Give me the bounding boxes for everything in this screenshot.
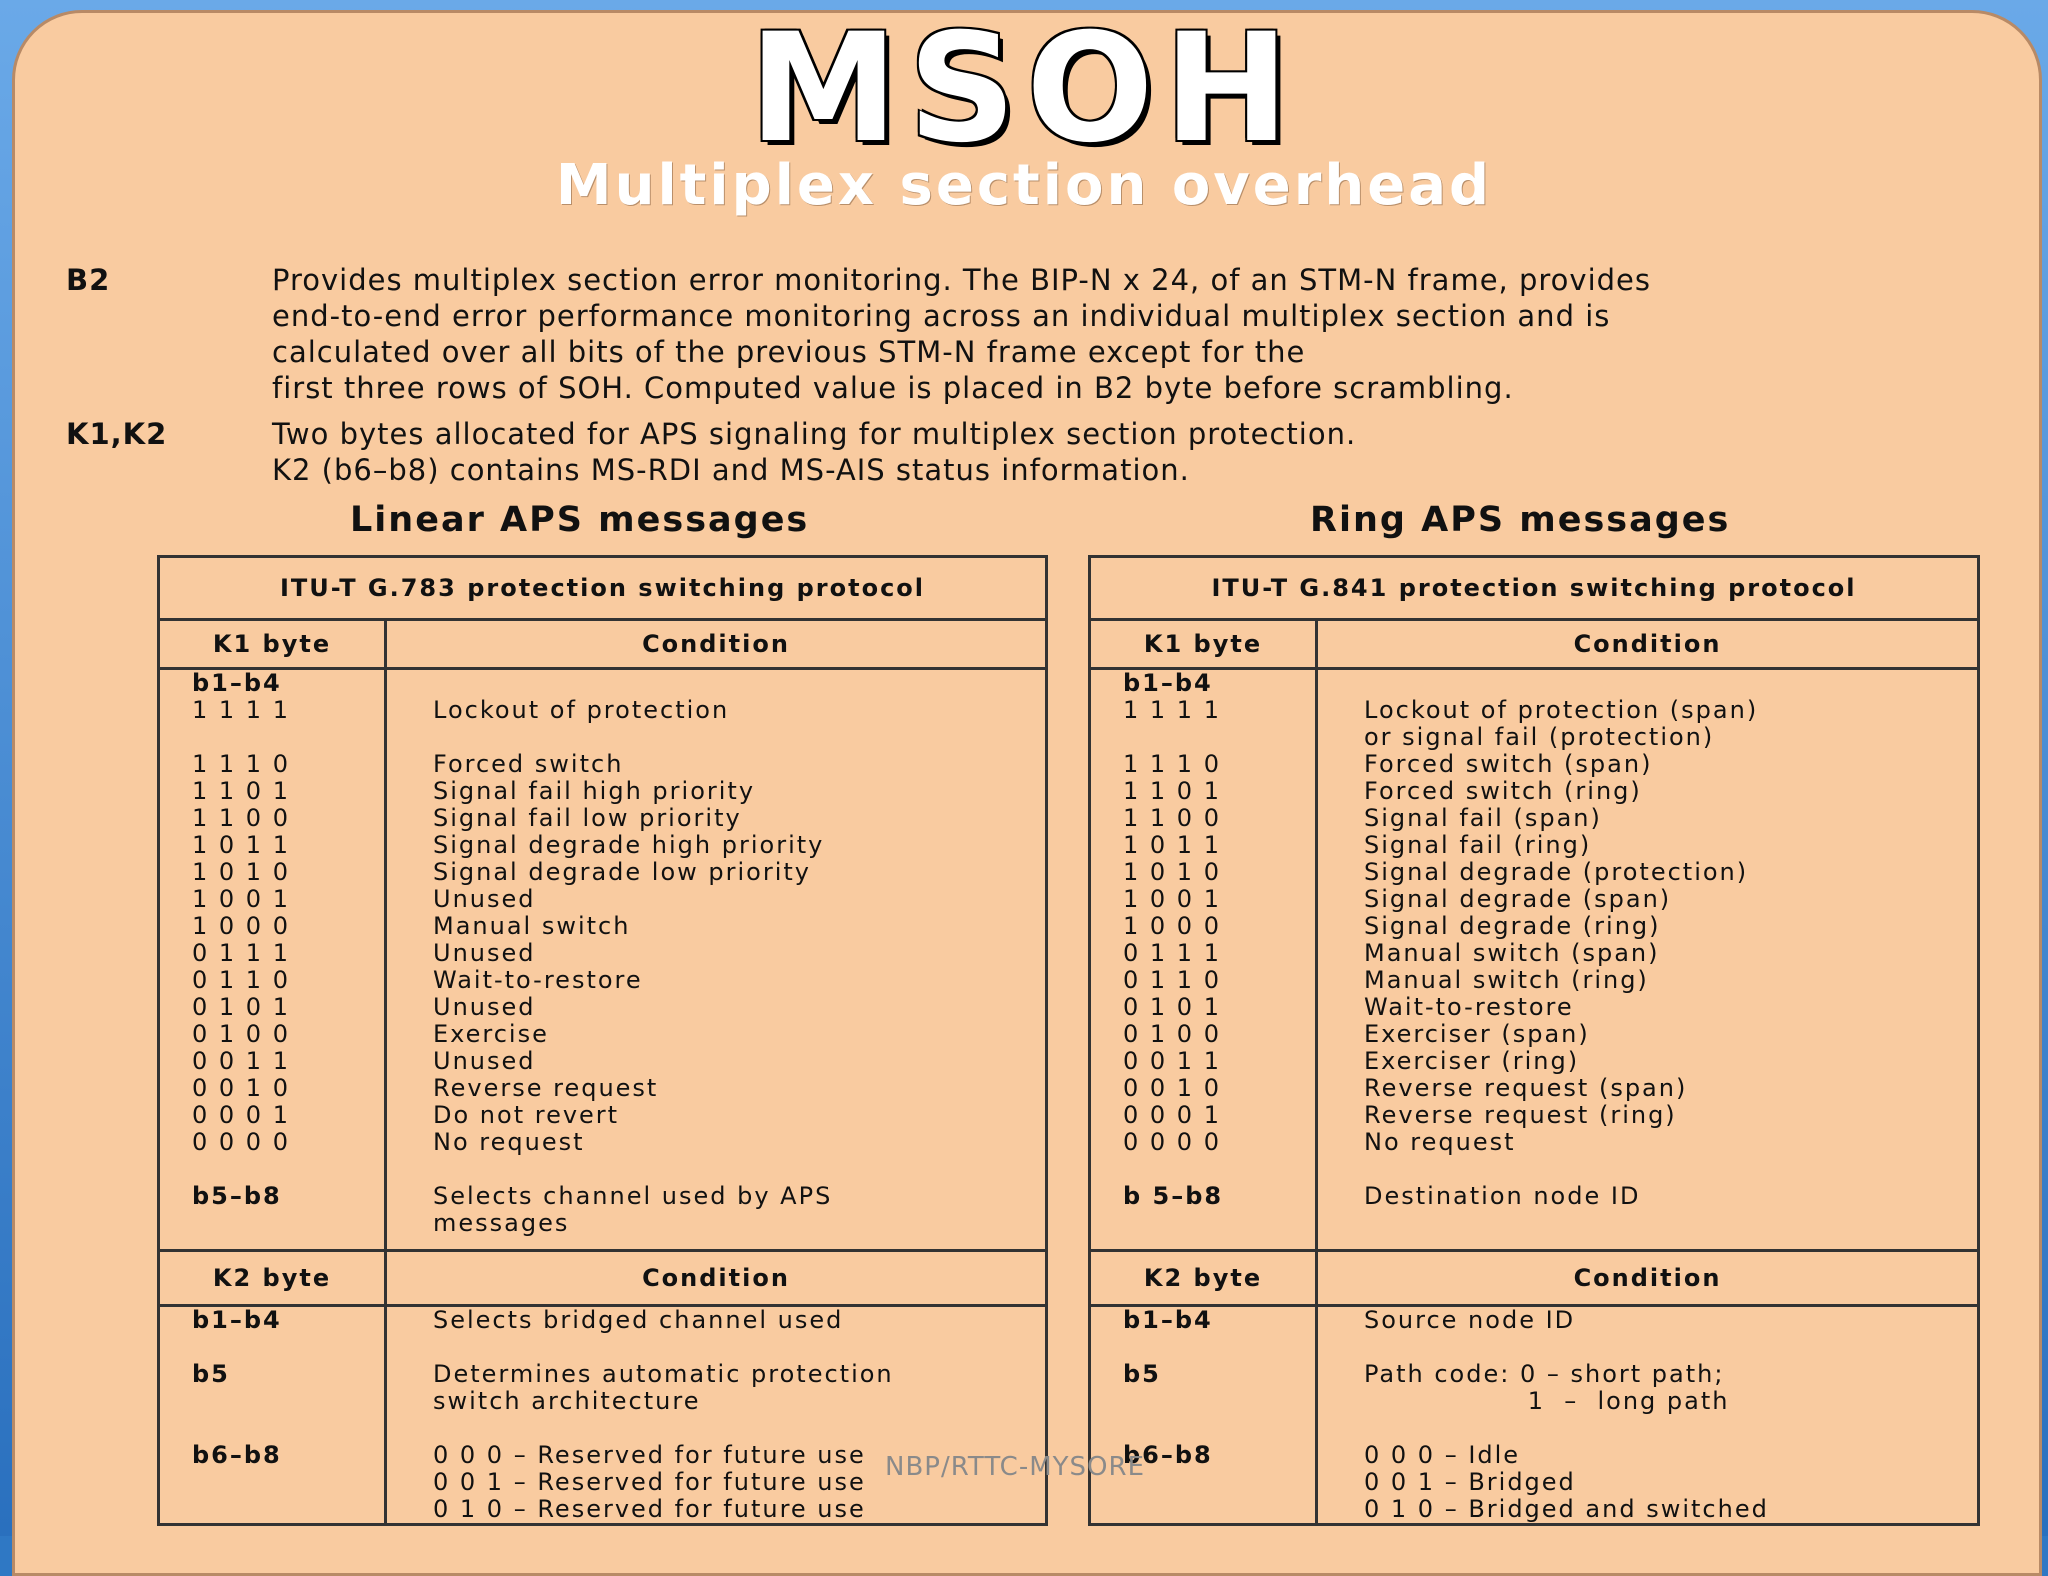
k1-condition: Exercise [433,1020,549,1048]
k2-code-column [1090,1306,1317,1525]
k1-code [192,724,384,751]
k1-condition: Manual switch (span) [1364,939,1660,967]
k1-code: 0 0 1 0 [1123,1074,1221,1102]
k1-code-column [159,669,386,1251]
k1-code: 0 1 0 1 [192,993,290,1021]
k1-code: 1 1 1 0 [1123,750,1221,778]
k1-condition: Forced switch [433,750,624,778]
k2-code: b6–b8 [1123,1441,1213,1469]
k2-condition-column [386,1306,1047,1525]
condition-header: Condition [386,1251,1047,1306]
definition-k1k2 [66,416,2008,488]
definition-line: Provides multiplex section error monitoring. The BIP-N x 24, of an STM-N frame, provides [272,263,1651,297]
k1-code: 1 0 0 1 [1123,885,1221,913]
definition-b2 [66,262,2008,405]
condition-text: messages [433,1209,570,1237]
k1-condition: Forced switch (span) [1364,750,1653,778]
condition-text: Source node ID [1364,1306,1576,1334]
k1-code: 1 0 1 0 [1123,858,1221,886]
k1-condition: Wait-to-restore [433,966,643,994]
bits-label: b5–b8 [192,1182,282,1210]
k1-code: 0 1 1 1 [1123,939,1221,967]
k1-code: 1 1 0 0 [1123,804,1221,832]
k1-condition-column [1317,669,1979,1251]
condition-text: Path code: 0 – short path; [1364,1360,1725,1388]
k1-condition: Manual switch [433,912,631,940]
k1-condition: No request [433,1128,585,1156]
k1-condition: Reverse request (ring) [1364,1101,1677,1129]
k1-code: 1 0 0 1 [192,885,290,913]
condition-text: Destination node ID [1364,1182,1641,1210]
definition-line: Two bytes allocated for APS signaling for multiplex section protection. [272,417,1357,451]
page-title: MSOH [748,2,1300,176]
condition-text: Selects channel used by APS [433,1182,833,1210]
k1-condition: Reverse request (span) [1364,1074,1688,1102]
k1-condition: Signal degrade (ring) [1364,912,1661,940]
page-subtitle: Multiplex section overhead [555,153,1493,218]
k1-code: 0 1 0 1 [1123,993,1221,1021]
k1-byte-header: K1 byte [1090,620,1317,669]
k1-code: 0 0 0 1 [1123,1101,1221,1129]
k1-condition: Do not revert [433,1101,620,1129]
condition-text: Determines automatic protection [433,1360,894,1388]
definition-line: first three rows of SOH. Computed value is placed in B2 byte before scrambling. [272,371,1514,405]
protocol-title: ITU-T G.841 protection switching protocol [1090,557,1979,620]
ring-aps-table [1088,555,1980,1526]
k1-code: 1 0 1 1 [192,831,290,859]
k2-code: b5 [1123,1360,1161,1388]
k1-condition: Unused [433,993,536,1021]
definition-key: K1,K2 [66,417,168,451]
ring-aps-heading: Ring APS messages [1310,500,1731,540]
k1-code: 1 0 1 0 [192,858,290,886]
k1-condition: Exerciser (span) [1364,1020,1590,1048]
bits-label: b1–b4 [192,669,282,697]
k2-byte-header: K2 byte [1090,1251,1317,1306]
k1-condition: Signal fail (ring) [1364,831,1592,859]
definition-line: K2 (b6–b8) contains MS-RDI and MS-AIS status information. [272,453,1190,487]
condition-text: 0 0 0 – Idle [1364,1441,1521,1469]
k2-code: b6–b8 [192,1441,282,1469]
condition-header: Condition [1317,1251,1979,1306]
k1-code: 0 0 1 1 [192,1047,290,1075]
k1-code-column [1090,669,1317,1251]
k1-condition: Unused [433,885,536,913]
condition-text: 0 0 1 – Bridged [1364,1468,1576,1496]
k1-condition: No request [1364,1128,1516,1156]
definition-text [272,262,2008,406]
k1-condition: or signal fail (protection) [1364,723,1715,751]
k1-condition: Signal degrade (protection) [1364,858,1749,886]
k1-code: 0 1 1 1 [192,939,290,967]
k1-condition: Exerciser (ring) [1364,1047,1580,1075]
k1-condition: Signal degrade (span) [1364,885,1672,913]
k1-code: 0 0 0 0 [1123,1128,1221,1156]
k1-condition-column [386,669,1047,1251]
condition-text: 0 0 1 – Reserved for future use [433,1468,866,1496]
condition-text: 0 1 0 – Reserved for future use [433,1495,866,1523]
condition-header: Condition [386,620,1047,669]
k1-condition: Forced switch (ring) [1364,777,1642,805]
k1-condition: Manual switch (ring) [1364,966,1649,994]
k1-condition-list [433,697,1045,1156]
k1-code: 0 1 1 0 [192,966,290,994]
k1-code: 0 1 0 0 [1123,1020,1221,1048]
k1-condition: Unused [433,939,536,967]
k1-condition: Signal fail high priority [433,777,756,805]
k2-code: b1–b4 [192,1306,282,1334]
k2-code: b1–b4 [1123,1306,1213,1334]
k1-code: 1 1 1 0 [192,750,290,778]
k1-code [1123,724,1315,751]
condition-text: Selects bridged channel used [433,1306,844,1334]
bits-label: b 5–b8 [1123,1182,1224,1210]
k1-code: 1 1 1 1 [192,696,290,724]
definition-key: B2 [66,263,111,297]
condition-text: 0 0 0 – Reserved for future use [433,1441,866,1469]
k1-condition: Lockout of protection [433,696,730,724]
k1-code: 0 0 1 0 [192,1074,290,1102]
k1-condition: Wait-to-restore [1364,993,1574,1021]
k1-code: 1 0 0 0 [192,912,290,940]
k1-code: 1 0 0 0 [1123,912,1221,940]
k1-condition: Signal fail low priority [433,804,742,832]
definition-line: end-to-end error performance monitoring across an individual multiplex section and is [272,299,1611,333]
protocol-title: ITU-T G.783 protection switching protocol [159,557,1047,620]
k2-code: b5 [192,1360,230,1388]
k1-code: 0 0 0 1 [192,1101,290,1129]
k1-code-list [1123,697,1315,1156]
k1-code: 0 0 0 0 [192,1128,290,1156]
k1-condition-list [1364,697,1977,1156]
definition-line: calculated over all bits of the previous STM-N frame except for the [272,335,1306,369]
k1-condition: Unused [433,1047,536,1075]
linear-aps-table [157,555,1048,1526]
k1-condition: Reverse request [433,1074,659,1102]
condition-text: switch architecture [433,1387,701,1415]
bits-label: b1–b4 [1123,669,1213,697]
k1-code: 1 1 0 1 [192,777,290,805]
condition-text: 0 1 0 – Bridged and switched [1364,1495,1769,1523]
k1-condition: Signal fail (span) [1364,804,1602,832]
k1-code: 0 1 1 0 [1123,966,1221,994]
k1-condition: Signal degrade low priority [433,858,811,886]
condition-header: Condition [1317,620,1979,669]
k1-code: 1 0 1 1 [1123,831,1221,859]
k1-code-list [192,697,384,1156]
k1-byte-header: K1 byte [159,620,386,669]
k2-code-column [159,1306,386,1525]
k1-condition: Lockout of protection (span) [1364,696,1759,724]
k1-code: 1 1 1 1 [1123,696,1221,724]
k1-condition: Signal degrade high priority [433,831,825,859]
condition-text [1364,1210,1977,1237]
footer-credit: NBP/RTTC-MYSORE [885,1452,1145,1482]
definition-text [272,416,2008,488]
k1-code: 1 1 0 1 [1123,777,1221,805]
k1-condition [433,724,1045,751]
k1-code: 0 0 1 1 [1123,1047,1221,1075]
k1-code: 1 1 0 0 [192,804,290,832]
k2-byte-header: K2 byte [159,1251,386,1306]
k1-code: 0 1 0 0 [192,1020,290,1048]
linear-aps-heading: Linear APS messages [350,500,810,540]
k2-condition-column [1317,1306,1979,1525]
condition-text: 1 – long path [1364,1387,1730,1415]
